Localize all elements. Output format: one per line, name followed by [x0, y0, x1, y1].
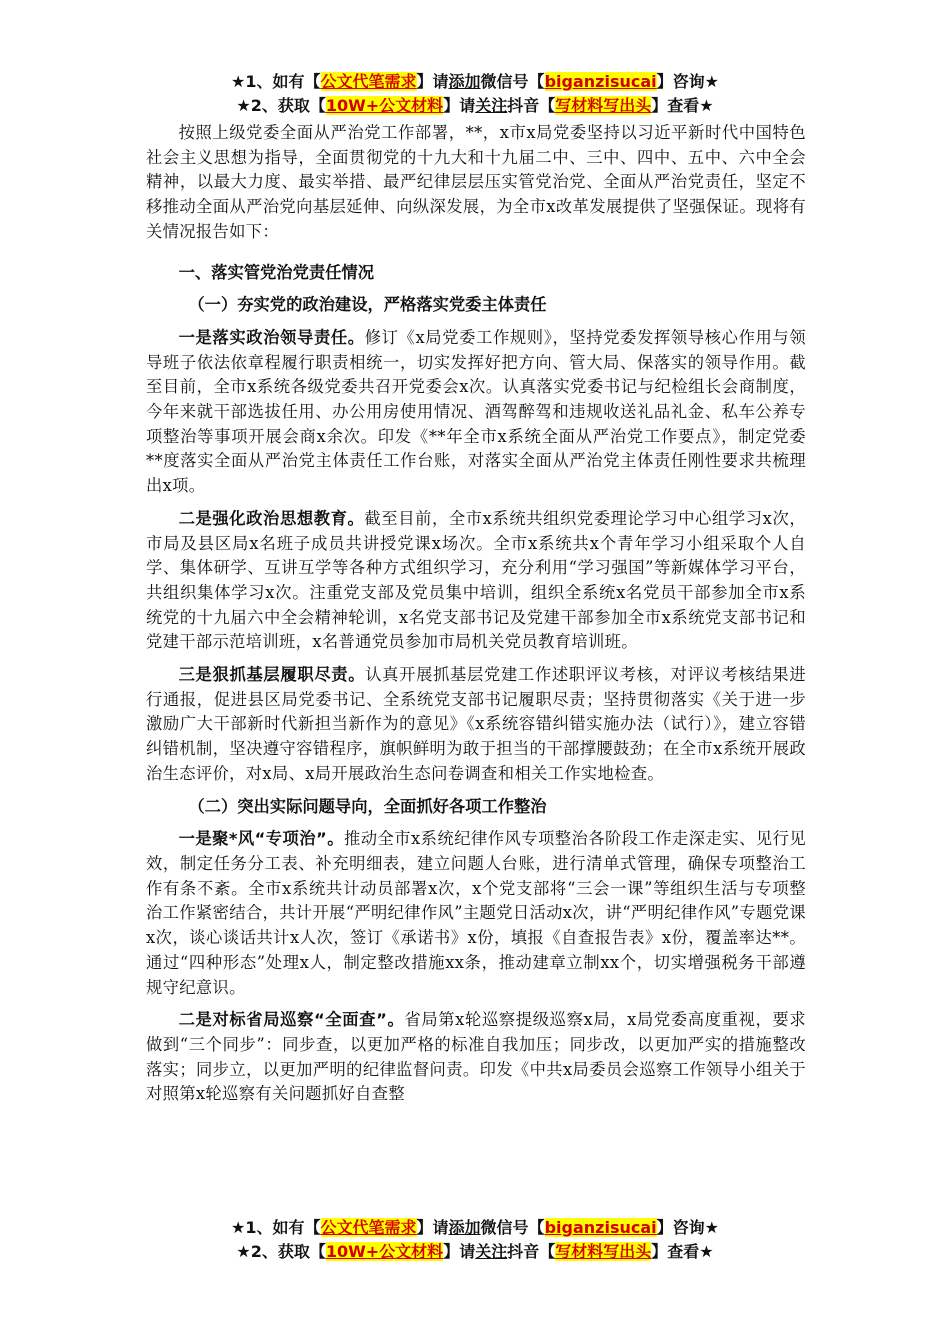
- highlight-service: 公文代笔需求: [320, 1218, 417, 1237]
- paragraph: 二是强化政治思想教育。截至目前，全市x系统共组织党委理论学习中心组学习x次，市局及县区局x名班子成员共讲授党课x场次。全市x系统共x个青年学习小组采取个人自学、集体研学、互讲互学等各种方式组织学习，充分利用“学习强国”等新媒体学习平台，共组织集体学习x次。注重党支部及党员集中培训，组织全系统x名党员干部参加全市x系统党的十九届六中全会精神轮训，x名党支部书记及党建干部参加全市x系统党支部书记和党建干部示范培训班，x名普通党员参加市局机关党员教育培训班。: [146, 508, 806, 652]
- document-body: [146, 121, 806, 1107]
- subsection-heading: （一）夯实党的政治建设，严格落实党委主体责任: [188, 295, 547, 315]
- highlight-service: 公文代笔需求: [320, 72, 417, 91]
- subsection-heading: （二）突出实际问题导向，全面抓好各项工作整治: [188, 796, 547, 816]
- intro-paragraph: 按照上级党委全面从严治党工作部署，**，x市x局党委坚持以习近平新时代中国特色社会主义思想为指导，全面贯彻党的十九大和十九届二中、三中、四中、五中、六中全会精神，以最大力度、最实举措、最严纪律层层压实管党治党、全面从严治党责任，坚定不移推动全面从严治党向基层延伸、向纵深发展，为全市x改革发展提供了坚强保证。现将有关情况报告如下：: [146, 123, 806, 241]
- paragraph: 三是狠抓基层履职尽责。认真开展抓基层党建工作述职评议考核，对评议考核结果进行通报，促进县区局党委书记、全系统党支部书记履职尽责；坚持贯彻落实《关于进一步激励广大干部新时代新担当新作为的意见》《x系统容错纠错实施办法（试行）》，建立容错纠错机制，坚决遵守容错程序，旗帜鲜明为敢于担当的干部撑腰鼓劲；在全市x系统开展政治生态评价，对x局、x局开展政治生态问卷调查和相关工作实地检查。: [146, 665, 806, 783]
- paragraph-lead: 二是对标省局巡察“全面查”。: [178, 1010, 405, 1030]
- paragraph: 一是落实政治领导责任。修订《x局党委工作规则》，坚持党委发挥领导核心作用与领导班子依法依章程履行职责相统一，切实发挥好把方向、管大局、保落实的领导作用。截至目前，全市x系统各级党委共召开党委会x次。认真落实党委书记与纪检组长会商制度，今年来就干部选拔任用、办公用房使用情况、酒驾醉驾和违规收送礼品礼金、私车公养专项整治等事项开展会商x余次。印发《**年全市x系统全面从严治党工作要点》，制定党委**度落实全面从严治党主体责任工作台账，对落实全面从严治党主体责任刚性要求共梳理出x项。: [146, 327, 806, 496]
- paragraph-lead: 一是聚*风“专项治”。: [178, 829, 344, 849]
- highlight-wechat-id: biganzisucai: [544, 1218, 657, 1237]
- paragraph: 二是对标省局巡察“全面查”。省局第x轮巡察提级巡察x局，x局党委高度重视，要求做到“三个同步”：同步查，以更加严格的标准自我加压；同步改，以更加严实的措施整改落实；同步立，以更加严明的纪律监督问责。印发《中共x局委员会巡察工作领导小组关于对照第x轮巡察有关问题抓好自查整: [146, 1010, 806, 1104]
- highlight-douyin: 写材料写出头: [555, 1242, 652, 1261]
- promo-banner-bottom-line1: ★1、如有【公文代笔需求】请添加微信号【biganzisucai】咨询★: [0, 1216, 950, 1239]
- highlight-materials: 10W+公文材料: [325, 96, 444, 115]
- promo-banner-bottom-line2: ★2、获取【10W+公文材料】请关注抖音【写材料写出头】查看★: [0, 1240, 950, 1263]
- paragraph-lead: 三是狠抓基层履职尽责。: [178, 665, 366, 685]
- highlight-wechat-id: biganzisucai: [544, 72, 657, 91]
- section-heading: 一、落实管党治党责任情况: [178, 262, 374, 282]
- promo-banner-top-line1: ★1、如有【公文代笔需求】请添加微信号【biganzisucai】咨询★: [231, 72, 719, 91]
- highlight-douyin: 写材料写出头: [555, 96, 652, 115]
- paragraph-lead: 一是落实政治领导责任。: [178, 327, 365, 347]
- paragraph-lead: 二是强化政治思想教育。: [178, 508, 365, 528]
- highlight-materials: 10W+公文材料: [325, 1242, 444, 1261]
- promo-banner-top-line2: ★2、获取【10W+公文材料】请关注抖音【写材料写出头】查看★: [236, 96, 714, 115]
- paragraph: 一是聚*风“专项治”。推动全市x系统纪律作风专项整治各阶段工作走深走实、见行见效，制定任务分工表、补充明细表，建立问题人台账，进行清单式管理，确保专项整治工作有条不紊。全市x系统共计动员部署x次，x个党支部将“三会一课”等组织生活与专项整治工作紧密结合，共计开展“严明纪律作风”主题党日活动x次，讲“严明纪律作风”专题党课x次，谈心谈话共计x人次，签订《承诺书》x份，填报《自查报告表》x份，覆盖率达**。通过“四种形态”处理x人，制定整改措施xx条，推动建章立制xx个，切实增强税务干部遵规守纪意识。: [146, 829, 806, 997]
